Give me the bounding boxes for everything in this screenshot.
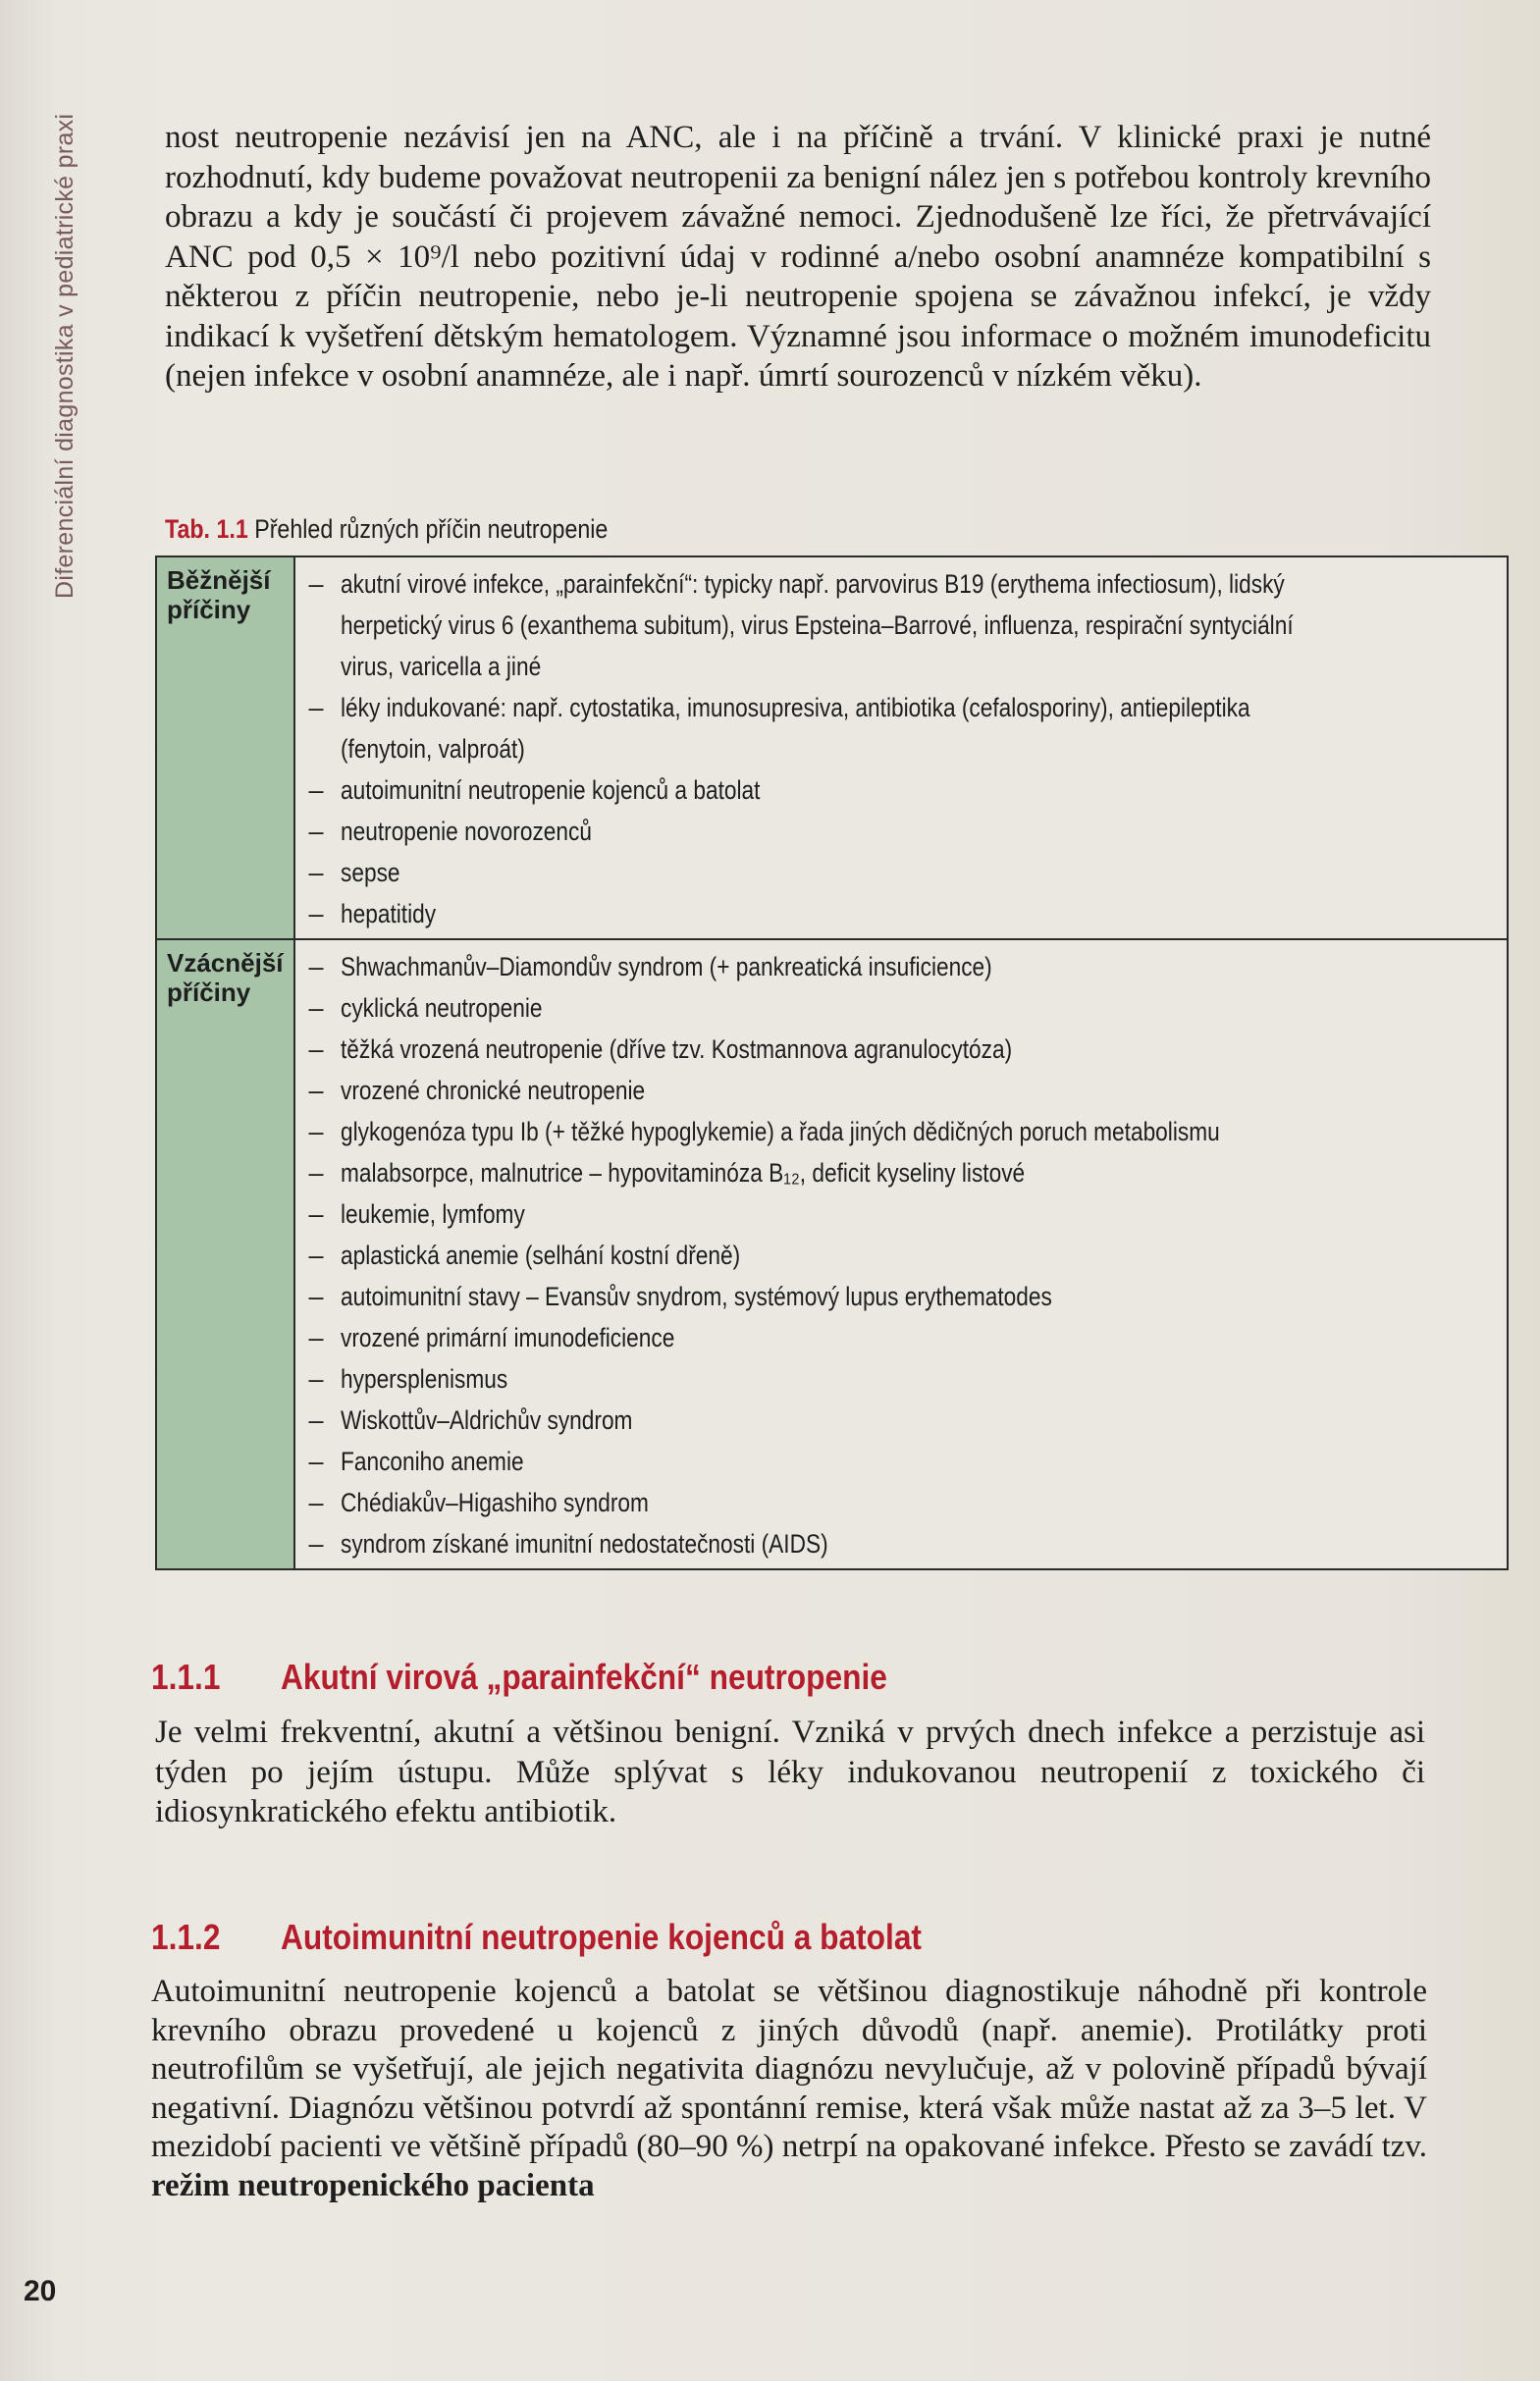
section-number: 1.1.1 xyxy=(151,1657,221,1697)
section-heading-1-1-1 xyxy=(151,1657,887,1698)
list-item: – léky indukované: např. cytostatika, imunosupresiva, antibiotika (cefalosporiny), antiepileptika (fenytoin, valproát) xyxy=(308,693,1250,764)
list-item: – sepse xyxy=(308,858,400,887)
list-item: – neutropenie novorozenců xyxy=(308,817,592,846)
list-item: – hypersplenismus xyxy=(308,1364,507,1394)
list-item: – malabsorpce, malnutrice – hypovitaminóza B₁₂, deficit kyseliny listové xyxy=(308,1158,1025,1188)
list-item: – akutní virové infekce, „parainfekční“: typicky např. parvovirus B19 (erythema infectiosum), lidský herpetický virus 6 (exanthema subitum), virus Epsteina–Barrové, influenza, respirační syntyciální virus, varicella a jiné xyxy=(308,569,1294,681)
list-item: – syndrom získané imunitní nedostatečnosti (AIDS) xyxy=(308,1529,828,1559)
list-item: – Chédiakův–Higashiho syndrom xyxy=(308,1488,649,1517)
list-item: – Shwachmanův–Diamondův syndrom (+ pankreatická insuficience) xyxy=(308,952,992,981)
list-item: – cyklická neutropenie xyxy=(308,993,543,1023)
section-number: 1.1.2 xyxy=(151,1917,221,1957)
list-item: – vrozené primární imunodeficience xyxy=(308,1323,674,1352)
list-item: – Wiskottův–Aldrichův syndrom xyxy=(308,1405,632,1435)
intro-paragraph: nost neutropenie nezávisí jen na ANC, ale i na příčině a trvání. V klinické praxi je nutné rozhodnutí, kdy budeme považovat neutropenii za benigní nález jen s potřebou kontroly krevního obrazu a kdy je součástí či projevem závažné nemoci. Zjednodušeně lze říci, že přetrvávající ANC pod 0,5 × 10⁹/l nebo pozitivní údaj v rodinné a/nebo osobní anamnéze kompatibilní s některou z příčin neutropenie, nebo je-li neutropenie spojena se závažnou infekcí, je vždy indikací k vyšetření dětským hematologem. Významné jsou informace o možném imunodeficitu (nejen infekce v osobní anamnéze, ale i např. úmrtí sourozenců v nízkém věku). xyxy=(165,120,1431,394)
table-caption-text: Přehled různých příčin neutropenie xyxy=(254,514,609,544)
section-1-1-1-text: Je velmi frekventní, akutní a většinou benigní. Vzniká v prvých dnech infekce a perzistuje asi týden po jejím ústupu. Může splývat s léky indukovanou neutropenií z toxického či idiosynkratického efektu antibiotik. xyxy=(155,1715,1425,1829)
bold-term: režim neutropenického pacienta xyxy=(151,2167,595,2203)
list-common xyxy=(294,556,1508,939)
section-title: Autoimunitní neutropenie kojenců a batolat xyxy=(281,1917,922,1957)
section-heading-1-1-2 xyxy=(151,1917,922,1958)
list-item: – autoimunitní neutropenie kojenců a batolat xyxy=(308,775,760,805)
running-head: Diferenciální diagnostika v pediatrické praxi xyxy=(51,113,79,599)
section-1-1-2-text: Autoimunitní neutropenie kojenců a batolat se většinou diagnostikuje náhodně při kontrole krevního obrazu provedené u kojenců z jiných důvodů (např. anemie). Protilátky proti neutrofilům se vyšetřují, ale jejich negativita diagnózu nevylučuje, až v polovině případů bývají negativní. Diagnózu většinou potvrdí až spontánní remise, která však může nastat až za 3–5 let. V mezidobí pacienti ve většině případů (80–90 %) netrpí na opakované infekce. Přesto se zavádí tzv. režim neutropenického pacienta xyxy=(151,1974,1427,2203)
table-caption xyxy=(165,514,608,545)
list-item: – Fanconiho anemie xyxy=(308,1447,524,1476)
section-title: Akutní virová „parainfekční“ neutropenie xyxy=(281,1657,887,1697)
list-item: – hepatitidy xyxy=(308,899,436,928)
list-item: – těžká vrozená neutropenie (dříve tzv. Kostmannova agranulocytóza) xyxy=(308,1034,1012,1064)
list-item: – glykogenóza typu Ib (+ těžké hypoglykemie) a řada jiných dědičných poruch metabolismu xyxy=(308,1117,1220,1146)
table-row-rare xyxy=(156,939,1508,1569)
table-row-common xyxy=(156,556,1508,939)
list-item: – autoimunitní stavy – Evansův snydrom, systémový lupus erythematodes xyxy=(308,1282,1052,1311)
list-item: – leukemie, lymfomy xyxy=(308,1199,525,1229)
category-rare: Vzácnější příčiny xyxy=(156,939,294,1569)
list-item: – aplastická anemie (selhání kostní dřeně) xyxy=(308,1241,740,1270)
list-rare xyxy=(294,939,1508,1569)
category-common: Běžnější příčiny xyxy=(156,556,294,939)
list-item: – vrozené chronické neutropenie xyxy=(308,1076,645,1105)
causes-table xyxy=(155,556,1509,1570)
page-number: 20 xyxy=(24,2275,57,2307)
table-label: Tab. 1.1 xyxy=(165,514,248,544)
